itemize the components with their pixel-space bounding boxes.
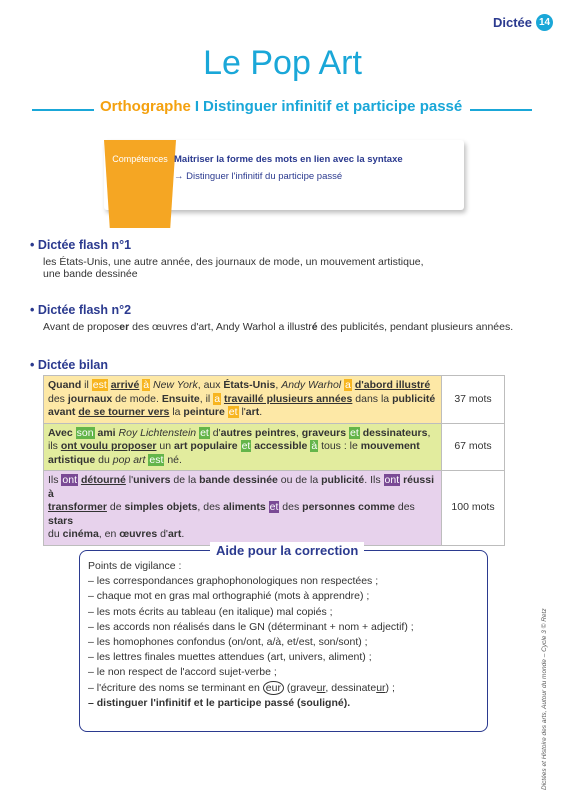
flash2-text [43,321,513,333]
badge-number: 14 [536,14,553,31]
list-item: – les homophones confondus (on/ont, a/à, et/est, son/sont) ; [88,636,368,649]
flash1-line1: les États-Unis, une autre année, des journaux de mode, un mouvement artistique, [43,256,424,268]
competence-main: Maitriser la forme des mots en lien avec la syntaxe [174,154,403,165]
bilan-text-1: Quand il est arrivé à New York, aux États-Unis, Andy Warhol a d'abord illustré des journaux de mode. Ensuite, il a travaillé plusieurs années dans la publicité avant de se tourner vers la peinture et l'art. [44,376,442,424]
list-item: – chaque mot en gras mal orthographié (mots à apprendre) ; [88,590,370,603]
orthographe-heading [100,98,462,115]
orthographe-subtitle: Distinguer infinitif et participe passé [203,98,463,115]
dictee-badge [493,14,553,31]
flash2-bold: é [311,321,318,333]
list-item: Points de vigilance : [88,560,182,572]
flash1-text [43,256,424,280]
bilan-count-1: 37 mots [442,376,505,424]
flash1-title: • Dictée flash n°1 [30,238,132,252]
orthographe-label: Orthographe [100,98,191,115]
aide-title: Aide pour la correction [216,543,359,558]
heading-rule-left [32,109,94,111]
bilan-count-3: 100 mots [442,471,505,546]
heading-rule-right [470,109,532,111]
flash2-bold: er [119,321,130,333]
list-item: – les mots écrits au tableau (en italique) mal copiés ; [88,605,333,618]
list-item: – le non respect de l'accord sujet-verbe ; [88,666,277,679]
table-row [44,376,505,424]
competences-label: Compétences [112,154,168,164]
list-item: – distinguer l'infinitif et le participe passé (souligné). [88,696,351,709]
heading-separator: I [194,98,200,115]
list-item: – les accords non réalisés dans le GN (déterminant + nom + adjectif) ; [88,620,414,633]
bilan-table [43,375,505,546]
aide-list [88,559,414,711]
flash2-part: des publicités, pendant plusieurs années. [317,321,514,333]
bilan-count-2: 67 mots [442,423,505,471]
flash2-part: des œuvres d'art, Andy Warhol a illustr [129,321,312,333]
flash2-part: Avant de propos [43,321,120,333]
table-row [44,423,505,471]
list-item: – l'écriture des noms se terminant en eur (graveur, dessinateur) ; [88,681,395,694]
list-item: – les lettres finales muettes attendues (art, univers, aliment) ; [88,651,372,664]
table-row [44,471,505,546]
bilan-text-2: Avec son ami Roy Lichtenstein et d'autres peintres, graveurs et dessinateurs, ils ont voulu proposer un art populaire et accessible à tous : le mouvement artistique du pop art est né. [44,423,442,471]
page-title: Le Pop Art [203,44,362,82]
list-item: – les correspondances graphophonologiques non respectées ; [88,575,379,588]
bilan-title: • Dictée bilan [30,358,109,372]
flash2-title: • Dictée flash n°2 [30,303,132,317]
competence-sub: → Distinguer l'infinitif du participe passé [174,171,343,182]
badge-label: Dictée [492,15,532,30]
side-credit: Dictées et Histoire des arts, Autour du monde – Cycle 3 © Retz [541,608,548,790]
bilan-text-3: Ils ont détourné l'univers de la bande dessinée ou de la publicité. Ils ont réussi à transformer de simples objets, des aliments et des personnes comme des stars du cinéma, en œuvres d'art. [44,471,442,546]
aide-title-wrap [210,542,364,560]
flash1-line2: une bande dessinée [43,268,138,280]
